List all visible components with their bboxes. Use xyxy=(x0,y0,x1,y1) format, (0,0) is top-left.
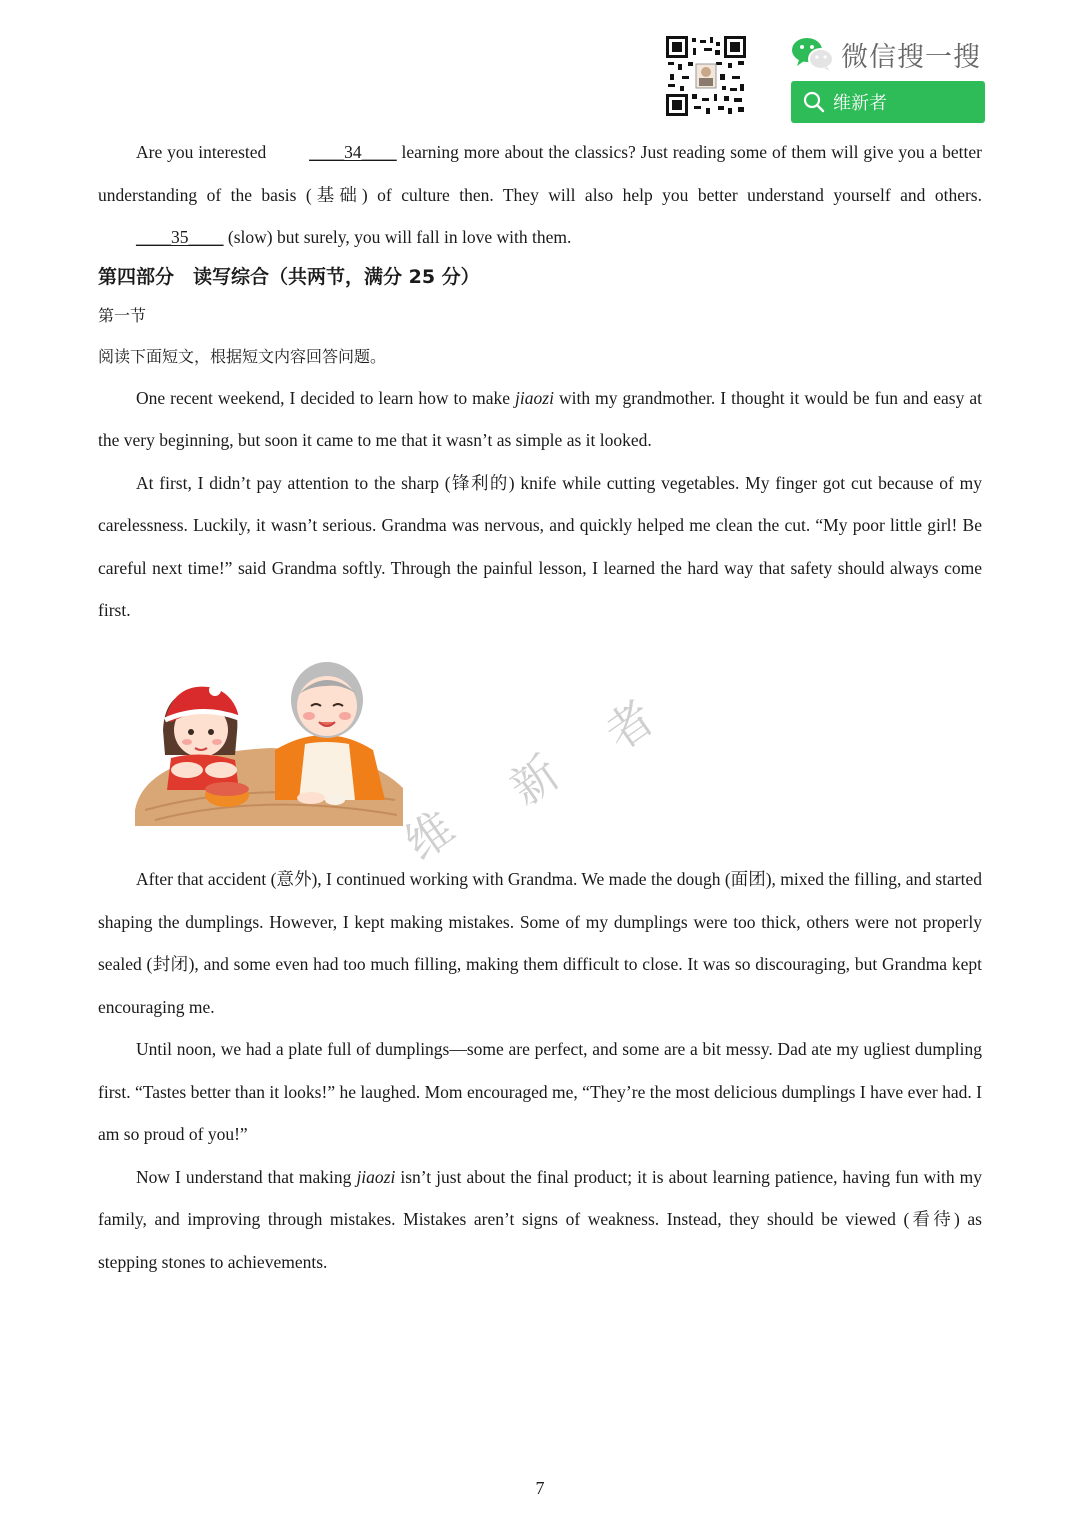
text-span: learning more about the classics? Just reading some of them will give you a better understanding of the basis (基础) of culture then. They will also help you better understand yourself and others. xyxy=(98,142,982,205)
blank-35: ____35____ xyxy=(136,227,224,247)
wechat-search-button[interactable] xyxy=(791,81,985,123)
instruction: 阅读下面短文，根据短文内容回答问题。 xyxy=(98,346,387,366)
wechat-icon xyxy=(791,36,835,72)
watermark-char: 新 xyxy=(500,745,570,816)
text-span: Now I understand that making xyxy=(136,1166,357,1187)
wechat-search-label: 微信搜一搜 xyxy=(841,41,981,73)
dumpling-illustration xyxy=(135,660,405,830)
watermark xyxy=(395,680,695,870)
italic-term: jiaozi xyxy=(356,1166,396,1187)
document-body xyxy=(98,131,982,632)
watermark-char: 维 xyxy=(395,800,465,871)
italic-term: jiaozi xyxy=(515,387,554,408)
search-icon xyxy=(803,91,825,113)
qr-code xyxy=(666,36,746,116)
section-heading: 第四部分 读写综合（共两节，满分 25 分） xyxy=(98,265,480,288)
text-span: (slow) but surely, you will fall in love with them. xyxy=(223,227,572,247)
text-span: isn’t just about the final product; it is about learning patience, having fun with my family, and improving through mistakes. Mistakes aren’t signs of weakness. Instead, they should be viewed (看待) as stepping stones to achievements. xyxy=(98,1166,982,1272)
passage-paragraph-5 xyxy=(98,1156,982,1284)
cloze-paragraph xyxy=(98,131,982,259)
text-span: with my grandmother. I thought it would be fun and easy at the very beginning, but soon it came to me that it wasn’t as simple as it looked. xyxy=(98,387,982,450)
search-keyword: 维新者 xyxy=(833,93,887,114)
sub-heading: 第一节 xyxy=(98,305,147,325)
text-span: One recent weekend, I decided to learn how to make xyxy=(136,387,516,408)
wechat-search-brand xyxy=(791,34,981,74)
passage-paragraph-3: After that accident (意外), I continued working with Grandma. We made the dough (面团), mixed the filling, and started shaping the dumplings. However, I kept making mistakes. Some of my dumplings were too thick, others were not properly sealed (封闭), and some even had too much filling, making them difficult to close. It was so discouraging, but Grandma kept encouraging me. xyxy=(98,869,982,1017)
watermark-char: 者 xyxy=(595,690,665,761)
passage-paragraph-4: Until noon, we had a plate full of dumplings—some are perfect, and some are a bit messy. Dad ate my ugliest dumpling first. “Tastes better than it looks!” he laughed. Mom encouraged me, “They’re the most delicious dumplings I have ever had. I am so proud of you!” xyxy=(98,1039,982,1144)
passage-paragraph-1 xyxy=(98,377,982,462)
text-span: Are you interested xyxy=(136,142,272,162)
document-body-continued xyxy=(98,858,982,1283)
passage-paragraph-2: At first, I didn’t pay attention to the sharp (锋利的) knife while cutting vegetables. My finger got cut because of my carelessness. Luckily, it wasn’t serious. Grandma was nervous, and quickly helped me clean the cut. “My poor little girl! Be careful next time!” said Grandma softly. Through the painful lesson, I learned the hard way that safety should always come first. xyxy=(98,472,982,620)
blank-34: ____34____ xyxy=(309,142,397,162)
page-number: 7 xyxy=(535,1478,545,1498)
